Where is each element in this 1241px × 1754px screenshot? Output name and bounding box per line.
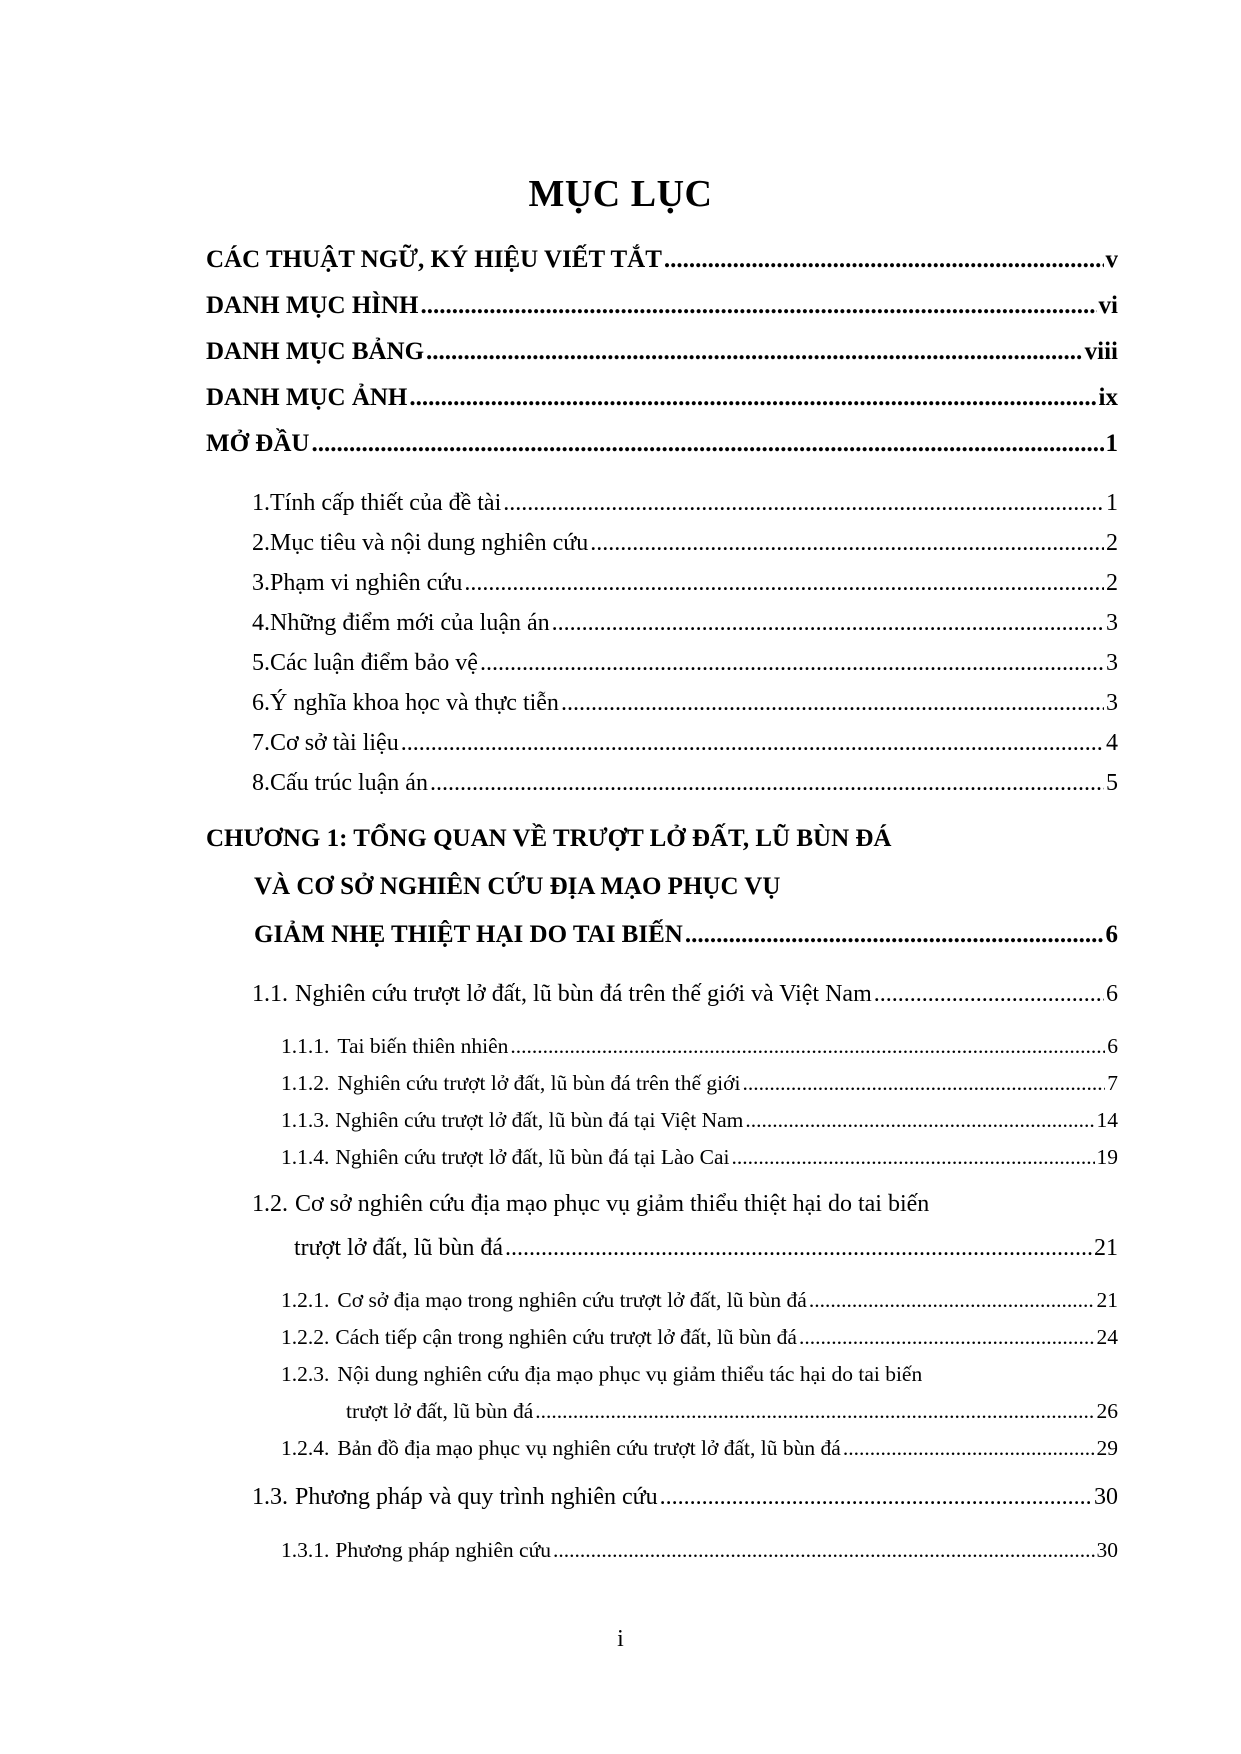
- toc-subsection[interactable]: [281, 1108, 1118, 1133]
- toc-entry-label: Các luận điểm bảo vệ: [270, 650, 478, 676]
- toc-item-number: 1.2.: [252, 1191, 288, 1217]
- toc-entry-label: Những điểm mới của luận án: [270, 610, 550, 636]
- chapter-heading-line1: CHƯƠNG 1: TỔNG QUAN VỀ TRƯỢT LỞ ĐẤT, LŨ BÙN ĐÁ: [206, 825, 892, 852]
- toc-entry-page: 7: [1107, 1071, 1118, 1095]
- toc-entry-photos[interactable]: [206, 384, 1118, 412]
- toc-intro-item[interactable]: [252, 730, 1118, 757]
- toc-entry-page: viii: [1084, 338, 1118, 365]
- toc-entry-page: 1: [1105, 430, 1118, 457]
- toc-item-number: 1.2.3.: [281, 1362, 330, 1386]
- toc-entry-label: Nghiên cứu trượt lở đất, lũ bùn đá trên thế giới: [337, 1071, 741, 1095]
- toc-entry-page: 14: [1096, 1108, 1118, 1132]
- toc-entry-label: Cách tiếp cận trong nghiên cứu trượt lở đất, lũ bùn đá: [335, 1325, 797, 1349]
- toc-subsection[interactable]: [281, 1288, 1118, 1313]
- toc-item-number: 8.: [252, 770, 270, 796]
- toc-intro-item[interactable]: [252, 610, 1118, 637]
- toc-entry-label: Tai biến thiên nhiên: [337, 1034, 509, 1058]
- toc-entry-label: Tính cấp thiết của đề tài: [270, 490, 502, 516]
- toc-entry-label: Cơ sở nghiên cứu địa mạo phục vụ giảm thiểu thiệt hại do tai biến: [295, 1191, 930, 1217]
- toc-entry-page: 26: [1096, 1399, 1118, 1423]
- toc-entry-page: 24: [1096, 1325, 1118, 1349]
- toc-subsection[interactable]: [281, 1071, 1118, 1096]
- toc-entry-page: 30: [1096, 1538, 1118, 1562]
- toc-entry-page: 21: [1096, 1288, 1118, 1312]
- toc-intro-item[interactable]: [252, 530, 1118, 557]
- toc-item-number: 6.: [252, 690, 270, 716]
- toc-subsection[interactable]: [281, 1325, 1118, 1350]
- chapter-heading-line2: VÀ CƠ SỞ NGHIÊN CỨU ĐỊA MẠO PHỤC VỤ: [254, 873, 781, 900]
- toc-subsection-1-2-3-line1[interactable]: [281, 1362, 922, 1387]
- toc-entry-page: 21: [1094, 1235, 1118, 1261]
- toc-entry-page: 2: [1106, 530, 1118, 556]
- toc-entry-label: Bản đồ địa mạo phục vụ nghiên cứu trượt lở đất, lũ bùn đá: [337, 1436, 841, 1460]
- toc-intro-item[interactable]: [252, 650, 1118, 677]
- toc-entry-label: Phương pháp nghiên cứu: [335, 1538, 551, 1562]
- toc-entry-label: Cơ sở địa mạo trong nghiên cứu trượt lở đất, lũ bùn đá: [337, 1288, 807, 1312]
- toc-item-number: 1.3.1.: [281, 1538, 330, 1562]
- toc-subsection[interactable]: [281, 1145, 1118, 1170]
- toc-item-number: 7.: [252, 730, 270, 756]
- toc-entry-page: 2: [1106, 570, 1118, 596]
- toc-entry-page: ix: [1098, 384, 1118, 411]
- toc-entry-label: CÁC THUẬT NGỮ, KÝ HIỆU VIẾT TẮT: [206, 246, 662, 273]
- toc-entry-page: 6: [1106, 981, 1118, 1007]
- toc-entry-page: 6: [1107, 1034, 1118, 1058]
- toc-entry-figures[interactable]: [206, 292, 1118, 320]
- toc-entry-label: Nghiên cứu trượt lở đất, lũ bùn đá trên thế giới và Việt Nam: [295, 981, 872, 1007]
- toc-entry-label: Phạm vi nghiên cứu: [270, 570, 463, 596]
- toc-entry-label: Nghiên cứu trượt lở đất, lũ bùn đá tại Việt Nam: [335, 1108, 744, 1132]
- toc-entry-introduction[interactable]: [206, 430, 1118, 458]
- toc-entry-page: 6: [1105, 921, 1118, 948]
- toc-intro-item[interactable]: [252, 770, 1118, 797]
- toc-entry-page: 3: [1106, 690, 1118, 716]
- toc-item-number: 5.: [252, 650, 270, 676]
- toc-item-number: 1.: [252, 490, 270, 516]
- toc-item-number: 1.2.2.: [281, 1325, 330, 1349]
- toc-item-number: 1.1.4.: [281, 1145, 330, 1169]
- toc-intro-item[interactable]: [252, 690, 1118, 717]
- toc-entry-label-continued: trượt lở đất, lũ bùn đá: [346, 1399, 534, 1423]
- toc-entry-page: 4: [1106, 730, 1118, 756]
- toc-intro-item[interactable]: [252, 570, 1118, 597]
- toc-item-number: 2.: [252, 530, 270, 556]
- toc-section-1-3[interactable]: [252, 1484, 1118, 1511]
- toc-subsection[interactable]: [281, 1436, 1118, 1461]
- toc-item-number: 1.2.4.: [281, 1436, 330, 1460]
- page-number: i: [617, 1626, 624, 1652]
- toc-entry-page: 3: [1106, 650, 1118, 676]
- toc-item-number: 1.1.2.: [281, 1071, 330, 1095]
- toc-entry-page: 30: [1094, 1484, 1118, 1510]
- toc-entry-abbreviations[interactable]: [206, 246, 1118, 274]
- toc-entry-page: 29: [1096, 1436, 1118, 1460]
- toc-item-number: 1.1.1.: [281, 1034, 330, 1058]
- toc-entry-label: DANH MỤC HÌNH: [206, 292, 419, 319]
- toc-subsection[interactable]: [281, 1538, 1118, 1563]
- toc-entry-label: Nội dung nghiên cứu địa mạo phục vụ giảm thiểu tác hại do tai biến: [337, 1362, 923, 1386]
- toc-entry-label: Phương pháp và quy trình nghiên cứu: [295, 1484, 658, 1510]
- toc-entry-label: Mục tiêu và nội dung nghiên cứu: [270, 530, 589, 556]
- chapter-heading-line3: GIẢM NHẸ THIỆT HẠI DO TAI BIẾN: [254, 921, 683, 948]
- page-title: MỤC LỤC: [528, 173, 713, 215]
- toc-item-number: 1.2.1.: [281, 1288, 330, 1312]
- toc-item-number: 1.1.3.: [281, 1108, 330, 1132]
- toc-entry-label: Cấu trúc luận án: [270, 770, 428, 796]
- toc-entry-label: Ý nghĩa khoa học và thực tiễn: [270, 690, 559, 716]
- toc-section-1-2[interactable]: [294, 1235, 1118, 1262]
- toc-entry-label-continued: trượt lở đất, lũ bùn đá: [294, 1235, 504, 1261]
- toc-subsection-1-2-3[interactable]: [346, 1399, 1118, 1424]
- toc-intro-item[interactable]: [252, 490, 1118, 517]
- toc-entry-label: DANH MỤC BẢNG: [206, 338, 425, 365]
- toc-entry-label: Cơ sở tài liệu: [270, 730, 399, 756]
- toc-section-1-2-line1[interactable]: [252, 1191, 929, 1218]
- toc-entry-page: v: [1105, 246, 1118, 273]
- toc-entry-chapter-1[interactable]: [254, 921, 1118, 949]
- toc-entry-page: 19: [1096, 1145, 1118, 1169]
- toc-section-1-1[interactable]: [252, 981, 1118, 1008]
- toc-item-number: 3.: [252, 570, 270, 596]
- toc-entry-label: MỞ ĐẦU: [206, 430, 310, 457]
- toc-entry-label: DANH MỤC ẢNH: [206, 384, 408, 411]
- toc-entry-page: 5: [1106, 770, 1118, 796]
- toc-item-number: 1.1.: [252, 981, 288, 1007]
- toc-item-number: 1.3.: [252, 1484, 288, 1510]
- toc-entry-label: Nghiên cứu trượt lở đất, lũ bùn đá tại Lào Cai: [335, 1145, 730, 1169]
- toc-entry-page: 1: [1106, 490, 1118, 516]
- toc-entry-page: 3: [1106, 610, 1118, 636]
- toc-subsection[interactable]: [281, 1034, 1118, 1059]
- toc-item-number: 4.: [252, 610, 270, 636]
- toc-entry-tables[interactable]: [206, 338, 1118, 366]
- toc-entry-page: vi: [1098, 292, 1118, 319]
